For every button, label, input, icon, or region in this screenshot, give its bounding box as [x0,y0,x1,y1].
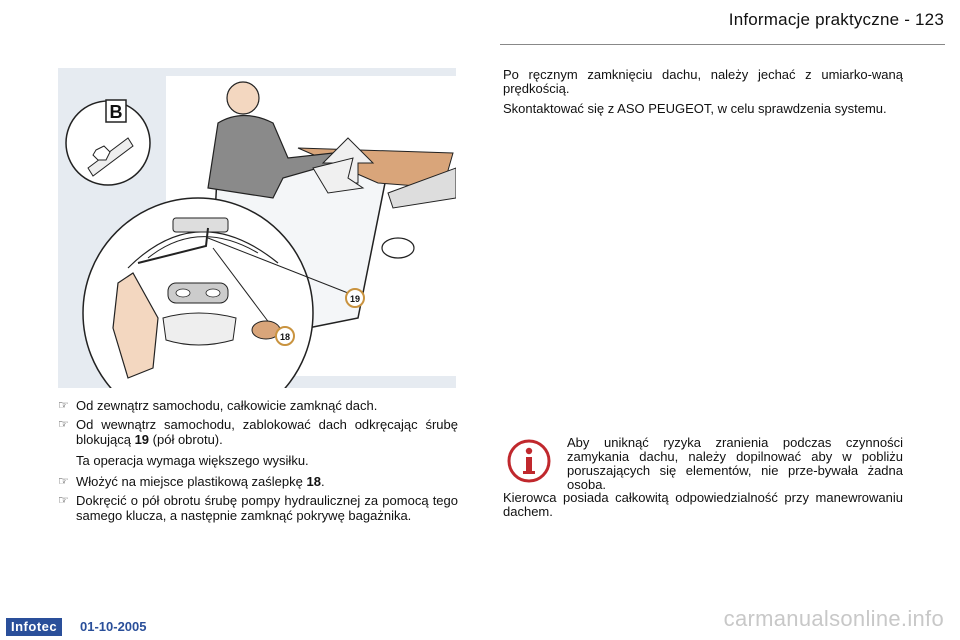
paragraph: Skontaktować się z ASO PEUGEOT, w celu sprawdzenia systemu. [503,101,887,116]
warning-text: Aby uniknąć ryzyka zranienia podczas czynności zamykania dachu, należy dopilnować aby w pobliżu poruszających się elementów, nie prze-bywała żadna osoba. [567,435,903,492]
reference-number: 18 [306,474,321,489]
callout-label-18: 18 [279,332,291,342]
rear-view-mirror [163,313,236,345]
instruction-text: Od zewnątrz samochodu, całkowicie zamknąć dach. [76,398,378,413]
info-icon [507,439,551,483]
infotec-logo: Infotec [6,618,62,636]
pointing-hand-icon: ☞ [58,493,69,507]
header-divider [500,44,945,45]
reference-number: 19 [134,432,150,447]
left-column-instructions [58,398,458,527]
page-header [729,10,944,30]
right-column-text [503,68,903,122]
instruction-item [58,493,458,523]
responsibility-note: Kierowca posiada całkowitą odpowiedzialność przy manewrowaniu dachem. [503,490,903,519]
header-separator: - [904,10,911,29]
pointing-hand-icon: ☞ [58,398,69,412]
paragraph: Po ręcznym zamknięciu dachu, należy jechać z umiarko-waną prędkością. [503,67,903,96]
instruction-item [58,474,458,489]
label-b: B [109,102,123,122]
pointing-hand-icon: ☞ [58,474,69,488]
console-light [206,289,220,297]
roof-closing-illustration [58,68,456,388]
instruction-text: . [320,474,325,489]
instruction-text: Dokręcić o pół obrotu śrubę pompy hydraulicznej za pomocą tego samego klucza, a następnie zamknąć pokrywę bagażnika. [76,493,458,523]
instruction-item [58,417,458,447]
person-head [227,82,259,114]
instruction-text: Od wewnątrz samochodu, zablokować dach odkręcając śrubę blokującą [76,417,458,447]
edition-date: 01-10-2005 [80,619,147,634]
overhead-lock-mechanism [173,218,228,232]
warning-box [503,436,903,492]
console-light [176,289,190,297]
pointing-hand-icon: ☞ [58,417,69,431]
side-mirror [382,238,414,258]
instruction-text: (pół obrotu). [152,432,223,447]
instruction-note: Ta operacja wymaga większego wysiłku. [76,453,309,468]
page-number: 123 [915,10,944,29]
callout-label-19: 19 [349,294,361,304]
watermark: carmanualsonline.info [723,606,944,631]
header-title: Informacje praktyczne [728,10,900,29]
instruction-text: Włożyć na miejsce plastikową zaślepkę [76,474,303,489]
illustration-svg [58,68,456,388]
instruction-item [58,398,458,413]
